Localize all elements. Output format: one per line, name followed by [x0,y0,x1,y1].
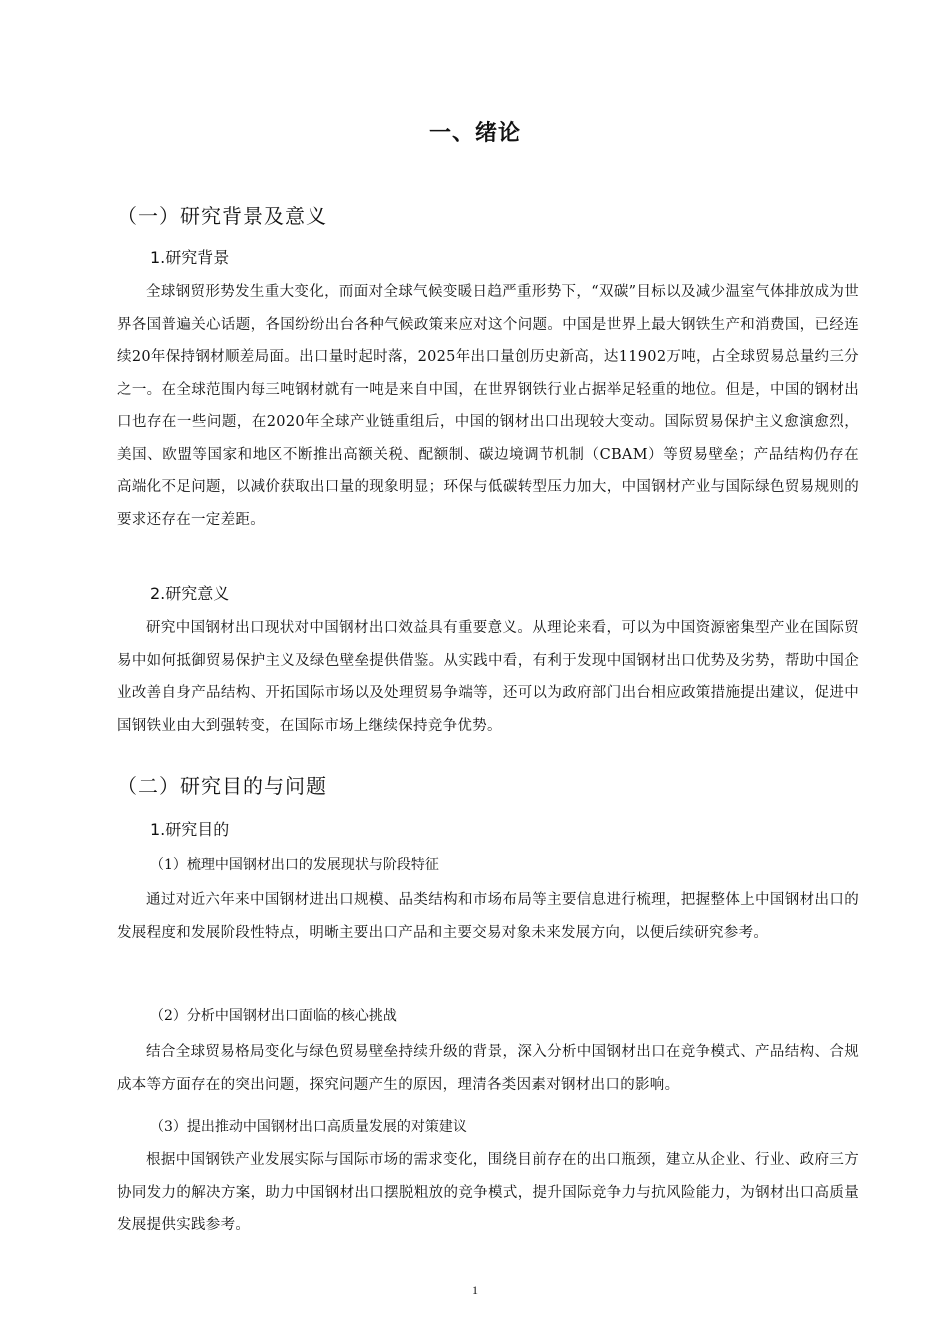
paragraph-research-background: 全球钢贸形势发生重大变化，而面对全球气候变暖日趋严重形势下，“双碳”目标以及减少温室气体排放成为世界各国普遍关心话题，各国纷纷出台各种气候政策来应对这个问题。中国是世界上最大钢铁生产和消费国，已经连续20年保持钢材顺差局面。出口量时起时落，2025年出口量创历史新高，达11902万吨，占全球贸易总量约三分之一。在全球范围内每三吨钢材就有一吨是来自中国，在世界钢铁行业占据举足轻重的地位。但是，中国的钢材出口也存在一些问题，在2020年全球产业链重组后，中国的钢材出口出现较大变动。国际贸易保护主义愈演愈烈，美国、欧盟等国家和地区不断推出高额关税、配额制、碳边境调节机制（CBAM）等贸易壁垒；产品结构仍存在高端化不足问题，以减价获取出口量的现象明显；环保与低碳转型压力加大，中国钢材产业与国际绿色贸易规则的要求还存在一定差距。 [117,284,859,528]
paragraph-research-significance: 研究中国钢材出口现状对中国钢材出口效益具有重要意义。从理论来看，可以为中国资源密集型产业在国际贸易中如何抵御贸易保护主义及绿色壁垒提供借鉴。从实践中看，有利于发现中国钢材出口优势及劣势，帮助中国企业改善自身产品结构、开拓国际市场以及处理贸易争端等，还可以为政府部门出台相应政策措施提出建议，促进中国钢铁业由大到强转变，在国际市场上继续保持竞争优势。 [117,620,859,734]
objective-item-title-1: （1）梳理中国钢材出口的发展现状与阶段特征 [150,857,439,873]
objective-paragraph-2: 结合全球贸易格局变化与绿色贸易壁垒持续升级的背景，深入分析中国钢材出口在竞争模式、产品结构、合规成本等方面存在的突出问题，探究问题产生的原因，理清各类因素对钢材出口的影响。 [117,1044,859,1093]
objective-paragraph-1: 通过对近六年来中国钢材进出口规模、品类结构和市场布局等主要信息进行梳理，把握整体上中国钢材出口的发展程度和发展阶段性特点，明晰主要出口产品和主要交易对象未来发展方向，以便后续研究参考。 [117,892,859,941]
objective-item-title-2: （2）分析中国钢材出口面临的核心挑战 [150,1008,397,1024]
chapter-title: 一、绪论 [428,121,521,146]
objective-item-title-3: （3）提出推动中国钢材出口高质量发展的对策建议 [150,1119,467,1135]
subsection-title-research-background: 1.研究背景 [150,248,230,267]
section-title-background: （一）研究背景及意义 [117,204,327,228]
objective-paragraph-3: 根据中国钢铁产业发展实际与国际市场的需求变化，围绕目前存在的出口瓶颈，建立从企业、行业、政府三方协同发力的解决方案，助力中国钢材出口摆脱粗放的竞争模式，提升国际竞争力与抗风险能力，为钢材出口高质量发展提供实践参考。 [117,1152,859,1233]
section-title-objectives: （二）研究目的与问题 [117,774,327,798]
subsection-title-research-objectives: 1.研究目的 [150,820,230,839]
subsection-title-research-significance: 2.研究意义 [150,584,230,603]
page-number: 1 [472,1283,478,1297]
